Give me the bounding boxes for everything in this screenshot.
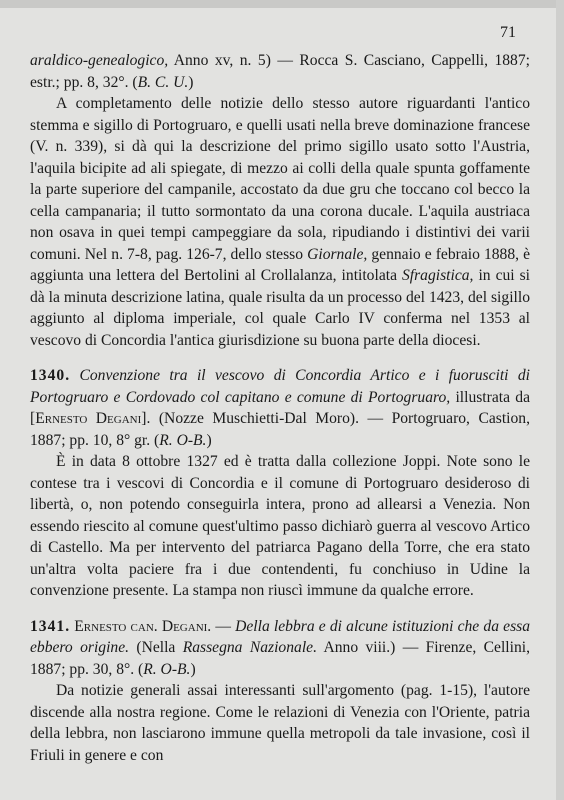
entry-1341-heading: 1341. Ernesto can. Degani. — Della lebbra e di alcune istituzioni che da essa ebbero origine. (Nella Rassegna Nazionale. Anno viii.) — Firenze, Cellini, 1887; pp. 30, 8°. (R. O-B.) <box>30 617 531 678</box>
continued-citation: araldico-genealogico, Anno xv, n. 5) — Rocca S. Casciano, Cappelli, 1887; estr.; pp. 8, 32°. (B. C. U.) <box>30 52 530 91</box>
page-text <box>30 50 530 766</box>
paragraph-sigillo: A completamento delle notizie dello stesso autore riguardanti l'antico stemma e sigillo di Portogruaro, e quelli usati nella breve dominazione francese (V. n. 339), si dà qui la descrizione del primo sigillo usato sotto l'Austria, l'aquila bicipite ad ali spiegate, di mezzo ai colli della quale spunta goffamente la parte superiore del campanile, accostato da due gru che toccano col becco la cella campanaria; il tutto sormontato da una corona ducale. L'aquila austriaca non osava in quei tempi campeggiare da sola, ripudiando i distintivi dei varii comuni. Nel n. 7-8, pag. 126-7, dello stesso Giornale, gennaio e febraio 1888, è aggiunta una lettera del Bertolini al Crollalanza, intitolata Sfragistica, in cui si dà la minuta descrizione latina, quale risulta da un processo del 1423, del sigillo aggiunto al diploma imperiale, col quale Carlo IV conferma nel 1353 al vescovo di Concordia l'antica giurisdizione su buona parte della diocesi. <box>30 95 531 349</box>
page-edge-top <box>0 0 564 8</box>
entry-1340-body: È in data 8 ottobre 1327 ed è tratta dalla collezione Joppi. Note sono le contese tra i vescovi di Concordia e il comune di Portogruaro desideroso di libertà, o, non potendo conseguirla intera, prono ad allearsi a Venezia. Non essendo riescito al comune quest'ultimo passo dichiarò guerra al vescovo Artico di Castello. Ma per intervento del patriarca Pagano della Torre, che era stato un'altra volta paciere fra i due contendenti, fu conchiuso in Udine la convenzione presente. La stampa non riuscì immune da qualche errore. <box>30 453 530 599</box>
entry-title: Della lebbra e di alcune istituzioni che da essa ebbero origine. <box>30 617 531 656</box>
library-siglum: B. C. U. <box>137 73 189 91</box>
page-edge-right <box>556 0 564 800</box>
entry-siglum: R. O-B. <box>143 660 191 678</box>
entry-author: Ernesto Degani <box>35 410 142 427</box>
page-number: 71 <box>500 24 516 41</box>
entry-number: 1341. <box>30 617 71 635</box>
entry-title: Convenzione tra il vescovo di Concordia Artico e i fuorusciti di Portogruaro e Cordovado col capitano e comune di Portogruaro, <box>30 367 531 406</box>
sfragistica-title: Sfragistica, <box>401 267 474 284</box>
journal-title: Rassegna Nazionale. <box>182 639 317 656</box>
entry-1341-body: Da notizie generali assai interessanti sull'argomento (pag. 1-15), l'autore discende alla nostra regione. Come le relazioni di Venezia con l'Oriente, patria della lebbra, non lasciarono immune quella metropoli da tale invasione, così il Friuli in genere e con <box>30 682 530 764</box>
entry-siglum: R. O-B. <box>159 431 207 449</box>
entry-author: Ernesto can. Degani. <box>74 617 212 635</box>
entry-number: 1340. <box>30 367 71 384</box>
giornale-title: Giornale, <box>307 245 368 263</box>
journal-title: araldico-genealogico, <box>30 52 169 69</box>
entry-1340-heading: 1340. Convenzione tra il vescovo di Concordia Artico e i fuorusciti di Portogruaro e Cordovado col capitano e comune di Portogruaro, illustrata da [Ernesto Degani]. (Nozze Muschietti-Dal Moro). — Portogruaro, Castion, 1887; pp. 10, 8° gr. (R. O-B.) <box>30 367 531 449</box>
